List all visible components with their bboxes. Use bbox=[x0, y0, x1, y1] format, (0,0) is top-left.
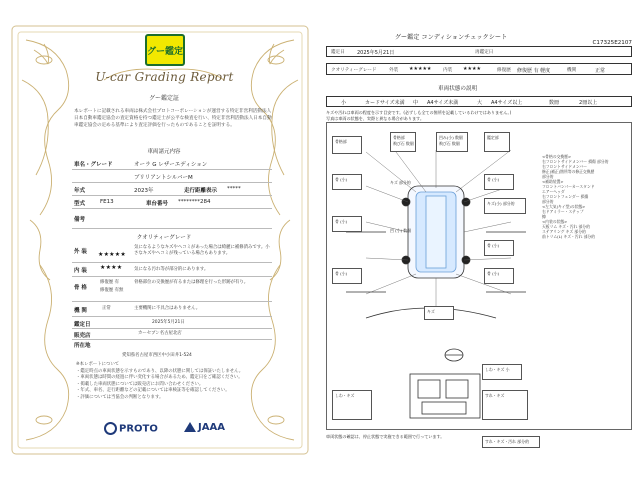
sheet-exterior-label: 外装 bbox=[389, 68, 399, 73]
row-remarks bbox=[72, 212, 272, 229]
proto-logo bbox=[104, 422, 158, 435]
part-box bbox=[436, 132, 468, 152]
size-medium: 中 bbox=[413, 100, 419, 106]
legend-item: <内装の状態> bbox=[542, 219, 568, 224]
grade-engine-value: 正常 bbox=[102, 306, 111, 311]
legend-item: <骨格の交換歴> bbox=[542, 154, 572, 159]
part-label: 骨格部 bbox=[393, 135, 405, 140]
script-title: U-car Grading Report bbox=[95, 70, 234, 84]
reappraisal-label: 再鑑定日 bbox=[475, 50, 494, 55]
part-box bbox=[482, 436, 540, 448]
part-box bbox=[332, 136, 362, 154]
sheet-date-label: 鑑定日 bbox=[331, 50, 345, 55]
grade-engine-desc: 主要機関に不具合はありません。 bbox=[134, 306, 201, 311]
car-name-value: オーラ G レザーエディション bbox=[134, 162, 208, 168]
legend-item: フロントバンパーカースタンド bbox=[542, 184, 595, 189]
legend-item: 右フロントフェンダー 損傷 bbox=[542, 194, 589, 199]
dealer-value: カーセブン名古屋北店 bbox=[138, 331, 182, 336]
part-label: 飛び石 数個 bbox=[439, 141, 460, 146]
grade-exterior-stars: ★★★★★ bbox=[98, 251, 126, 258]
remarks-label: 備考 bbox=[74, 217, 86, 223]
grade-frame-sub: 修復歴 有無 bbox=[100, 288, 124, 293]
grade-row-exterior bbox=[72, 244, 272, 263]
badge-text: グー鑑定 bbox=[147, 46, 184, 57]
model-label: 型式 bbox=[74, 201, 86, 207]
legend-item: ステアリング キズ 部分的 bbox=[542, 229, 586, 234]
intro-text: 本レポートに記載される車両は株式会社プロトコーポレーションが運営する特定非営利活動法人日本自動車鑑定協会の査定資格を持つ鑑定士が公平な検査を行い、特定非営利活動法人日本自動車鑑定協会の定める基準により査定評価を行ったものであることを証明する。 bbox=[74, 109, 272, 128]
grade-frame-value: 修復歴 有 bbox=[100, 280, 119, 285]
logo-bar bbox=[104, 420, 264, 440]
legend-item: <左大気(キイ型)の状態> bbox=[542, 204, 586, 209]
part-label: 骨 (小) bbox=[487, 243, 500, 248]
model-value: FE13 bbox=[100, 199, 114, 205]
grade-row-interior bbox=[72, 263, 272, 277]
part-box bbox=[332, 216, 362, 232]
sheet-footer-note: 車両状態の確認は、停止状態で実施できる範囲で行っています。 bbox=[326, 434, 445, 439]
proto-logo-text: PROTO bbox=[119, 423, 158, 435]
grade-exterior-label: 外 装 bbox=[74, 249, 87, 255]
grade-row bbox=[326, 63, 632, 75]
grade-frame-desc: 骨格部位の交換歴が有るまたは修理を行った形跡が有り。 bbox=[134, 280, 249, 285]
grade-row-engine bbox=[72, 302, 272, 317]
part-box bbox=[424, 306, 454, 320]
sheet-repair-label: 修復歴 bbox=[497, 68, 511, 73]
certificate-notes bbox=[76, 362, 271, 402]
part-label: 凹み(小) 数個 bbox=[439, 135, 463, 140]
size-large-desc: A4サイズ以上 bbox=[491, 100, 523, 106]
grade-interior-stars: ★★★★ bbox=[100, 264, 123, 271]
part-label: しわ・キズ bbox=[335, 393, 355, 398]
address-value: 愛知県名古屋市西区中小田井1-524 bbox=[122, 353, 192, 358]
cert-date-label: 鑑定日 bbox=[74, 322, 91, 328]
part-label: 骨 (小) bbox=[335, 219, 348, 224]
part-box bbox=[484, 132, 510, 152]
grade-frame-label: 骨 格 bbox=[74, 285, 87, 291]
quality-title: クオリティーグレード bbox=[136, 235, 192, 241]
size-count-desc: 2冊以上 bbox=[579, 100, 598, 106]
note-item: ・車両状態は時間の経過に伴い変化する場合があるため、鑑定日をご確認ください。 bbox=[76, 375, 243, 381]
notice-2: 写真は車両の状態を、実際と異なる場合があります。 bbox=[326, 116, 424, 121]
note-item: ・鑑定時点の車両状態を示すものであり、以降の状態に関しては保証いたしません。 bbox=[76, 368, 244, 374]
part-label: キズ 部分的 bbox=[390, 180, 411, 185]
row-date bbox=[72, 318, 272, 329]
note-item: ・掲載した車両状態については販売店にお問い合わせください。 bbox=[76, 381, 204, 387]
spec-section-title: 車両諸元内容 bbox=[147, 149, 181, 155]
notice-1: キズや汚れは車両の程度を示す目安です。(必ずしも全ての箇所を記載しているわけではありません。) bbox=[326, 110, 512, 115]
color-value: ブリリアントシルバーM bbox=[134, 175, 193, 181]
part-box bbox=[482, 364, 522, 380]
part-label: 凹 (小) 数個 bbox=[390, 228, 412, 233]
row-car-name bbox=[72, 157, 272, 170]
goo-badge bbox=[145, 34, 185, 66]
legend-item: 部分的 bbox=[542, 174, 554, 179]
mileage-value: ***** bbox=[227, 186, 241, 192]
jaaa-logo bbox=[184, 422, 225, 433]
part-label: キズ bbox=[427, 309, 435, 314]
size-count: 数冊 bbox=[549, 100, 560, 106]
sheet-engine-value: 正常 bbox=[595, 68, 606, 74]
jaaa-triangle-icon bbox=[184, 422, 196, 432]
note-item: ・年式、車名、走行距離などの記載については車検証等を確認してください。 bbox=[76, 388, 230, 394]
size-small: 小 bbox=[341, 100, 347, 106]
state-title: 車両状態の説明 bbox=[438, 86, 478, 92]
sheet-engine-label: 機関 bbox=[567, 68, 577, 73]
legend-item: 天板リム キズ・汚れ 部分的 bbox=[542, 224, 590, 229]
part-box bbox=[332, 390, 372, 420]
size-medium-desc: A4サイズ未満 bbox=[427, 100, 459, 106]
size-legend-row bbox=[326, 96, 632, 107]
part-box bbox=[484, 174, 514, 190]
certificate-subtitle: グー鑑定証 bbox=[148, 95, 179, 102]
part-box bbox=[484, 240, 514, 256]
part-label: 骨格部 bbox=[335, 139, 347, 144]
part-label: しわ・キズ 小 bbox=[485, 367, 510, 372]
legend-item: 部分的 bbox=[542, 199, 554, 204]
legend-item: <補助装置> bbox=[542, 179, 564, 184]
part-box bbox=[332, 268, 362, 284]
row-address bbox=[72, 340, 272, 350]
grade-row-frame bbox=[72, 277, 272, 302]
year-label: 年式 bbox=[74, 188, 86, 194]
part-box bbox=[484, 268, 514, 284]
sheet-legend bbox=[542, 154, 626, 239]
size-large: 大 bbox=[477, 100, 483, 106]
part-label: 骨 (小) bbox=[487, 271, 500, 276]
part-box bbox=[332, 174, 362, 190]
grade-interior-label: 内 装 bbox=[74, 268, 87, 274]
note-heading: ※本レポートについて bbox=[76, 362, 120, 367]
date-row bbox=[326, 46, 632, 57]
legend-item: 右フロントサイドメンバー bbox=[542, 164, 587, 169]
part-box bbox=[484, 198, 526, 214]
sheet-title: グー鑑定 コンディションチェックシート bbox=[394, 34, 508, 41]
cert-date-value: 2025年5月21日 bbox=[152, 320, 185, 325]
sheet-repair-value: 修復歴 有 軽度 bbox=[517, 68, 551, 74]
part-label: 鑑定部 bbox=[487, 135, 499, 140]
legend-item: 擦 bbox=[542, 214, 546, 219]
part-label: 飛び石 数個 bbox=[393, 141, 414, 146]
part-label: キズ(小) 部分的 bbox=[487, 201, 515, 206]
legend-item: エアーヘッダ bbox=[542, 189, 565, 194]
legend-item: 右ドアミラー・ステップ bbox=[542, 209, 584, 214]
jaaa-logo-text: JAAA bbox=[198, 422, 225, 433]
row-year bbox=[72, 183, 272, 196]
car-name-label: 車名・グレード bbox=[74, 162, 113, 168]
sheet-grade-label: クオリティーグレード bbox=[331, 68, 377, 73]
grade-engine-label: 機 関 bbox=[74, 308, 87, 314]
grade-exterior-desc: 気になるようなキズやヘコミがあった場合は綺麗に補修済みです。小さなキズやヘコミが残っている場合もあります。 bbox=[134, 245, 270, 256]
part-box bbox=[482, 390, 528, 420]
proto-circle-icon bbox=[104, 422, 117, 435]
vin-label: 車台番号 bbox=[146, 201, 169, 207]
size-small-desc: カードサイズ未満 bbox=[365, 100, 405, 106]
legend-item: 前トリム(L) キズ・汚れ 部分的 bbox=[542, 234, 595, 239]
year-value: 2023年 bbox=[134, 188, 154, 194]
row-model bbox=[72, 196, 272, 209]
grade-interior-desc: 気になる汚れ等が部分的にあります。 bbox=[134, 267, 209, 272]
vin-value: ********284 bbox=[178, 199, 211, 205]
sheet-interior-label: 内装 bbox=[443, 68, 453, 73]
legend-item: 修正(補正)箇所等の修正交換歴 bbox=[542, 169, 595, 174]
sheet-exterior-stars: ★★★★★ bbox=[409, 66, 432, 72]
row-dealer bbox=[72, 329, 272, 340]
part-label: 骨 (小) bbox=[335, 271, 348, 276]
sheet-code: C17325E2107 bbox=[592, 40, 632, 46]
legend-item: 右フロントサイドメンバー 損傷 部分的 bbox=[542, 159, 609, 164]
part-label: 骨 (小) bbox=[487, 177, 500, 182]
condition-check-sheet bbox=[326, 28, 632, 448]
dealer-label: 販売店 bbox=[74, 333, 91, 339]
part-label: すれ・キズ・汚れ 部分的 bbox=[485, 439, 529, 444]
part-box bbox=[390, 132, 416, 152]
address-label: 所在地 bbox=[74, 343, 91, 349]
note-item: ・評価については当協会の判断となります。 bbox=[76, 394, 164, 400]
grading-certificate bbox=[4, 20, 314, 460]
part-label: すれ・キズ bbox=[485, 393, 505, 398]
sheet-interior-stars: ★★★★ bbox=[463, 66, 481, 72]
part-label: 骨 (小) bbox=[335, 177, 348, 182]
row-color bbox=[72, 170, 272, 183]
sheet-date-value: 2025年5月21日 bbox=[357, 50, 395, 56]
mileage-label: 走行距離表示 bbox=[184, 188, 218, 194]
